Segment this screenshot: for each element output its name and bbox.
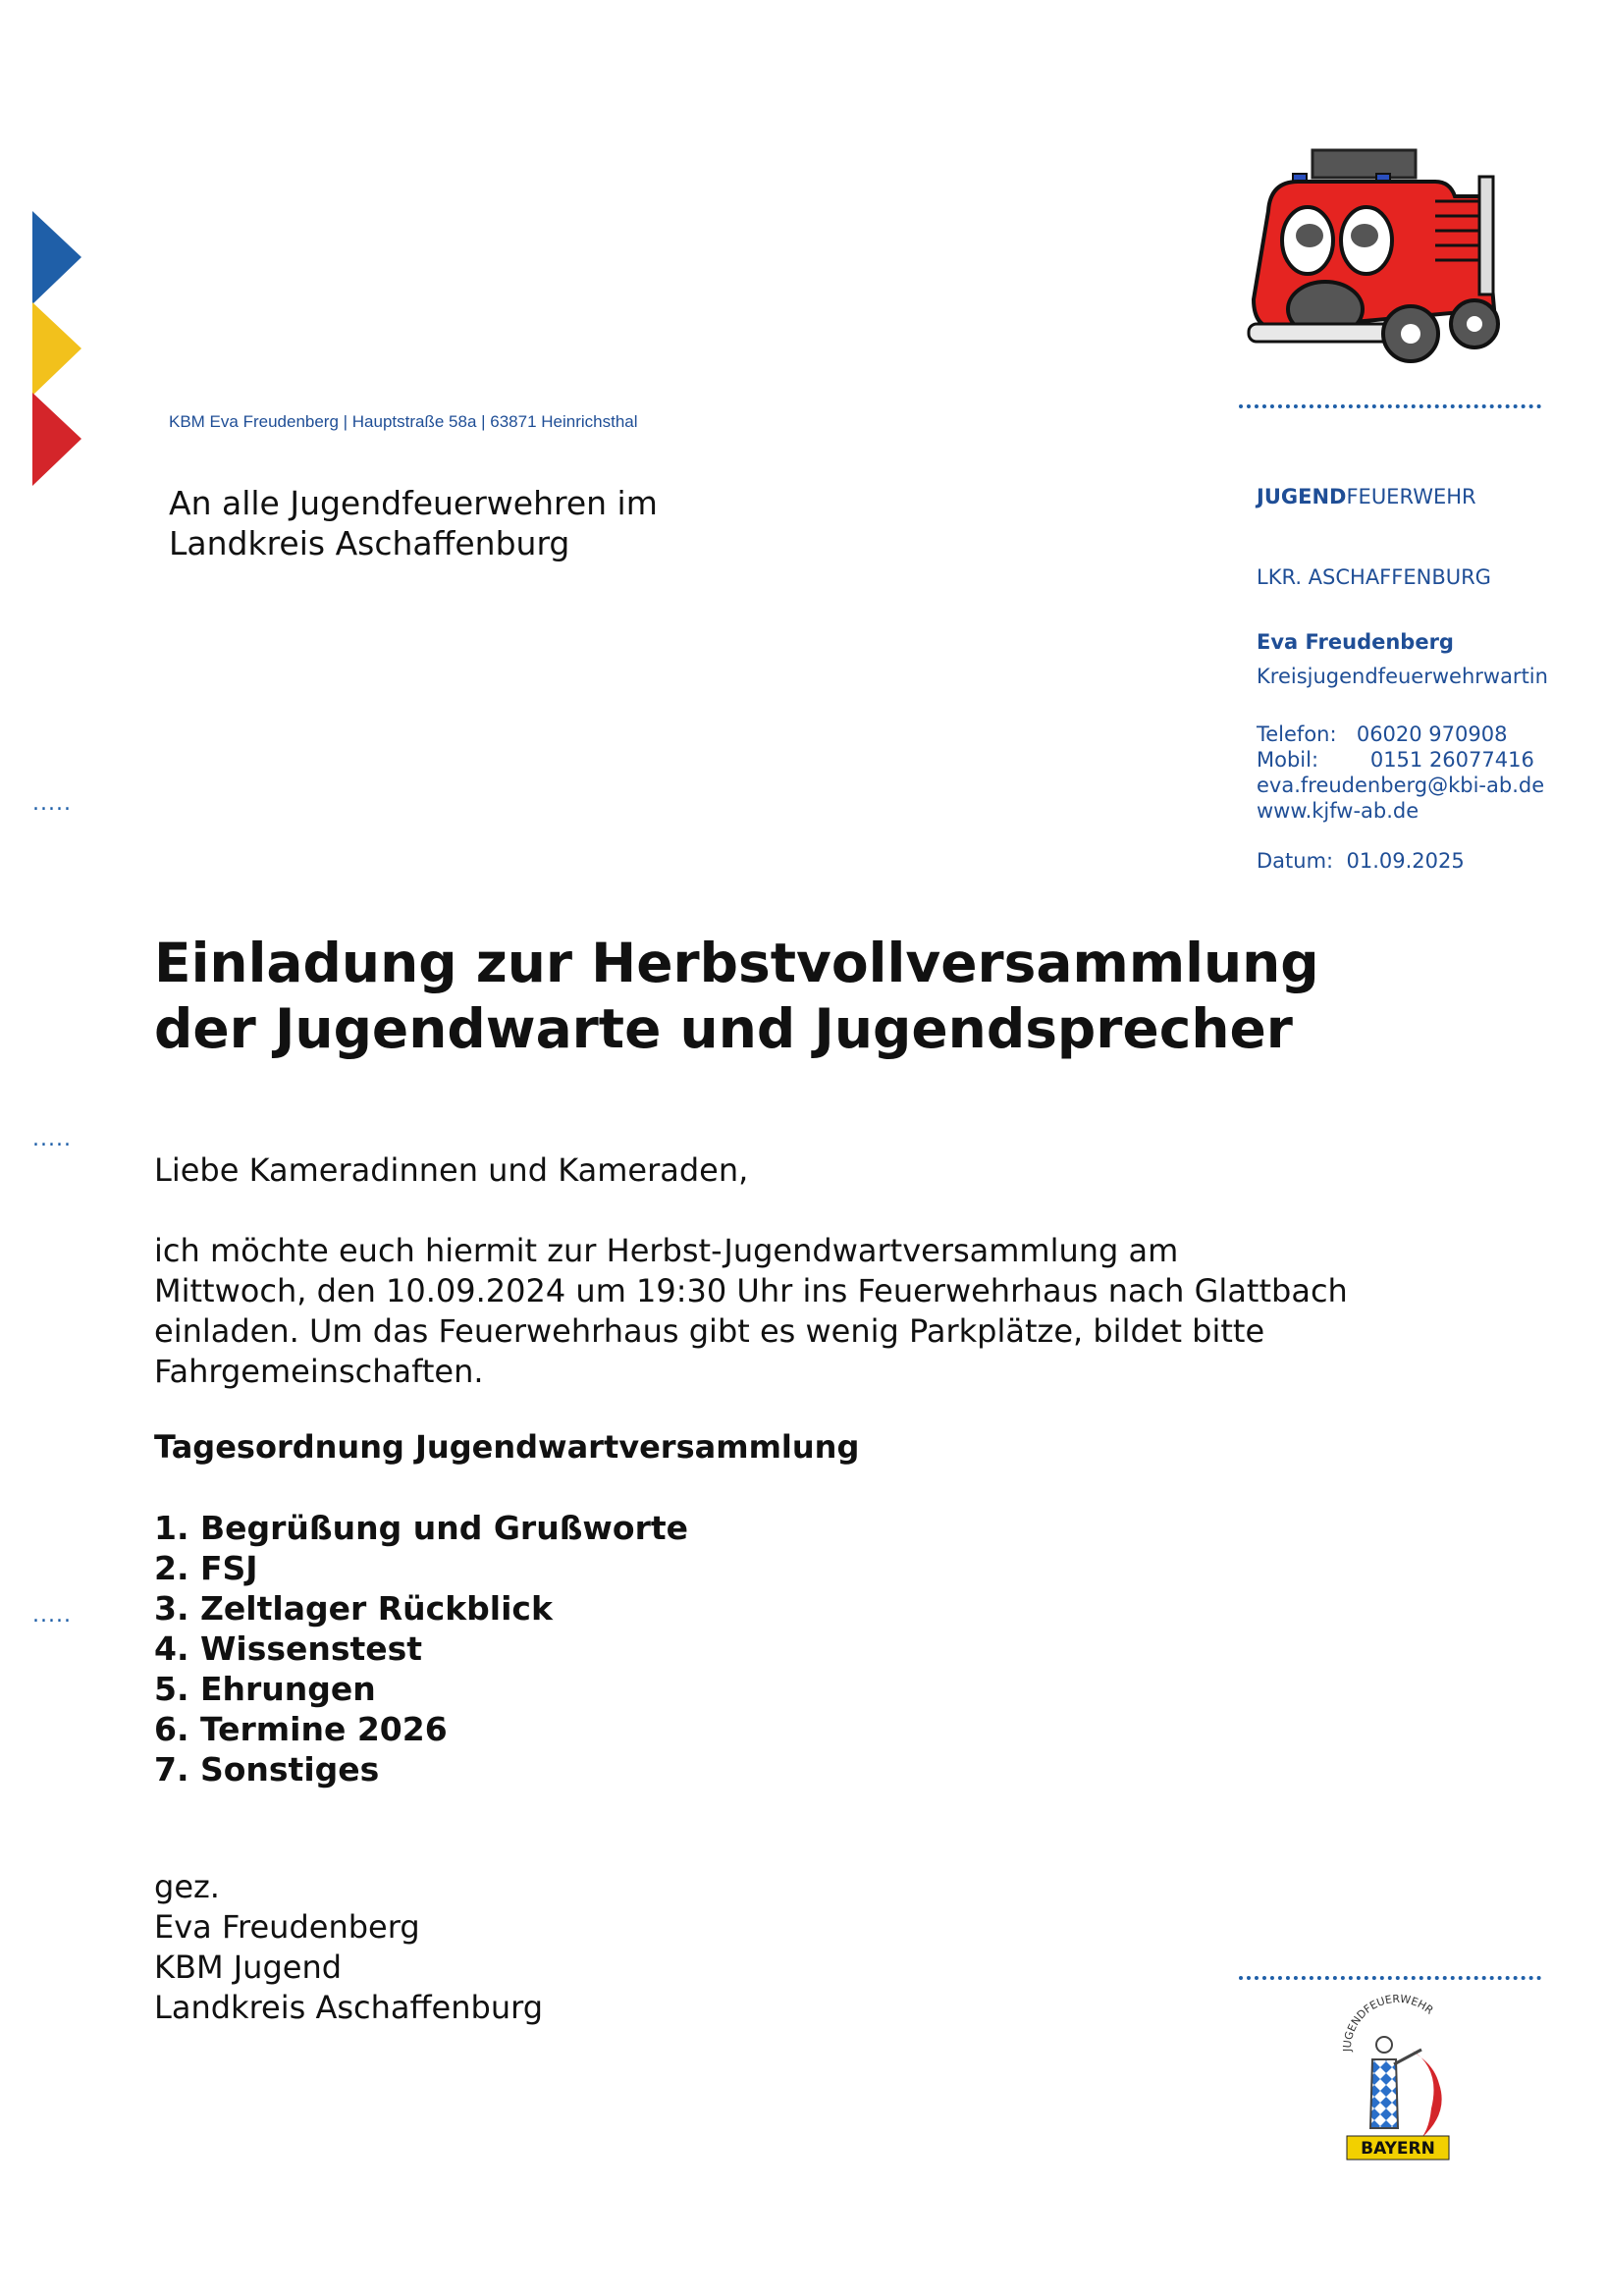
- date-line: [1257, 849, 1465, 873]
- fire-truck-logo: [1239, 142, 1524, 373]
- signature-line: Landkreis Aschaffenburg: [154, 1989, 543, 2026]
- agenda-item: 4. Wissenstest: [154, 1629, 423, 1668]
- district: LKR. ASCHAFFENBURG: [1257, 565, 1491, 589]
- greeting: Liebe Kameradinnen und Kameraden,: [154, 1151, 749, 1189]
- svg-text:BAYERN: BAYERN: [1361, 2139, 1435, 2159]
- agenda-item: 2. FSJ: [154, 1549, 258, 1587]
- fold-mark-1: .....: [32, 791, 72, 816]
- signature-line: Eva Freudenberg: [154, 1908, 420, 1946]
- website-link[interactable]: www.kjfw-ab.de: [1257, 799, 1420, 823]
- agenda-heading: Tagesordnung Jugendwartversammlung: [154, 1428, 860, 1466]
- agenda-item: 3. Zeltlager Rückblick: [154, 1589, 553, 1628]
- agenda-item: 6. Termine 2026: [154, 1710, 448, 1748]
- fold-mark-3: .....: [32, 1603, 72, 1628]
- svg-text:JUGENDFEUERWEHR: JUGENDFEUERWEHR: [1340, 1992, 1436, 2053]
- title-line: Einladung zur Herbstvollversammlung: [154, 932, 1319, 994]
- sender-line: KBM Eva Freudenberg | Hauptstraße 58a | 63871 Heinrichsthal: [169, 412, 638, 431]
- contact-role: Kreisjugendfeuerwehrwartin: [1257, 665, 1548, 688]
- contact-name: [1257, 630, 1454, 654]
- blue-triangle: [32, 211, 81, 304]
- divider-bottom-right: [1239, 1976, 1541, 1980]
- agenda-item: 5. Ehrungen: [154, 1670, 376, 1708]
- jugendfeuerwehr-bayern-logo: [1333, 1991, 1461, 2163]
- body-line: Mittwoch, den 10.09.2024 um 19:30 Uhr ins Feuerwehrhaus nach Glattbach: [154, 1272, 1348, 1309]
- yellow-triangle: [32, 302, 81, 396]
- signature-line: KBM Jugend: [154, 1949, 343, 1986]
- body-paragraph: [154, 1231, 1348, 1392]
- recipient-block: [169, 483, 658, 563]
- org-name-bold: JUGEND: [1257, 485, 1347, 508]
- recipient-line: An alle Jugendfeuerwehren im: [169, 484, 658, 522]
- contact-name-text: Eva Freudenberg: [1257, 630, 1454, 654]
- date-value: 01.09.2025: [1346, 849, 1465, 873]
- recipient-line: Landkreis Aschaffenburg: [169, 524, 570, 562]
- agenda-item: 1. Begrüßung und Grußworte: [154, 1509, 689, 1547]
- red-triangle: [32, 393, 81, 486]
- email-link[interactable]: eva.freudenberg@kbi-ab.de: [1257, 774, 1545, 797]
- mobile-label: Mobil:: [1257, 748, 1319, 772]
- phone-value: 06020 970908: [1356, 722, 1508, 746]
- page-title: [154, 931, 1319, 1062]
- body-line: Fahrgemeinschaften.: [154, 1353, 484, 1390]
- org-name: [1257, 485, 1476, 508]
- agenda-item: 7. Sonstiges: [154, 1750, 380, 1789]
- mobile-value: 0151 26077416: [1369, 748, 1534, 772]
- divider-top-right: [1239, 404, 1541, 408]
- org-name-rest: FEUERWEHR: [1346, 485, 1476, 508]
- signature-block: [154, 1867, 543, 2028]
- agenda-list: [154, 1508, 688, 1789]
- body-line: einladen. Um das Feuerwehrhaus gibt es wenig Parkplätze, bildet bitte: [154, 1312, 1265, 1350]
- signature-line: gez.: [154, 1868, 220, 1905]
- phone-label: Telefon:: [1257, 722, 1337, 746]
- title-line: der Jugendwarte und Jugendsprecher: [154, 997, 1293, 1060]
- date-label: Datum:: [1257, 849, 1334, 873]
- contact-details: [1257, 721, 1544, 824]
- fold-mark-2: .....: [32, 1127, 72, 1151]
- body-line: ich möchte euch hiermit zur Herbst-Jugendwartversammlung am: [154, 1232, 1179, 1269]
